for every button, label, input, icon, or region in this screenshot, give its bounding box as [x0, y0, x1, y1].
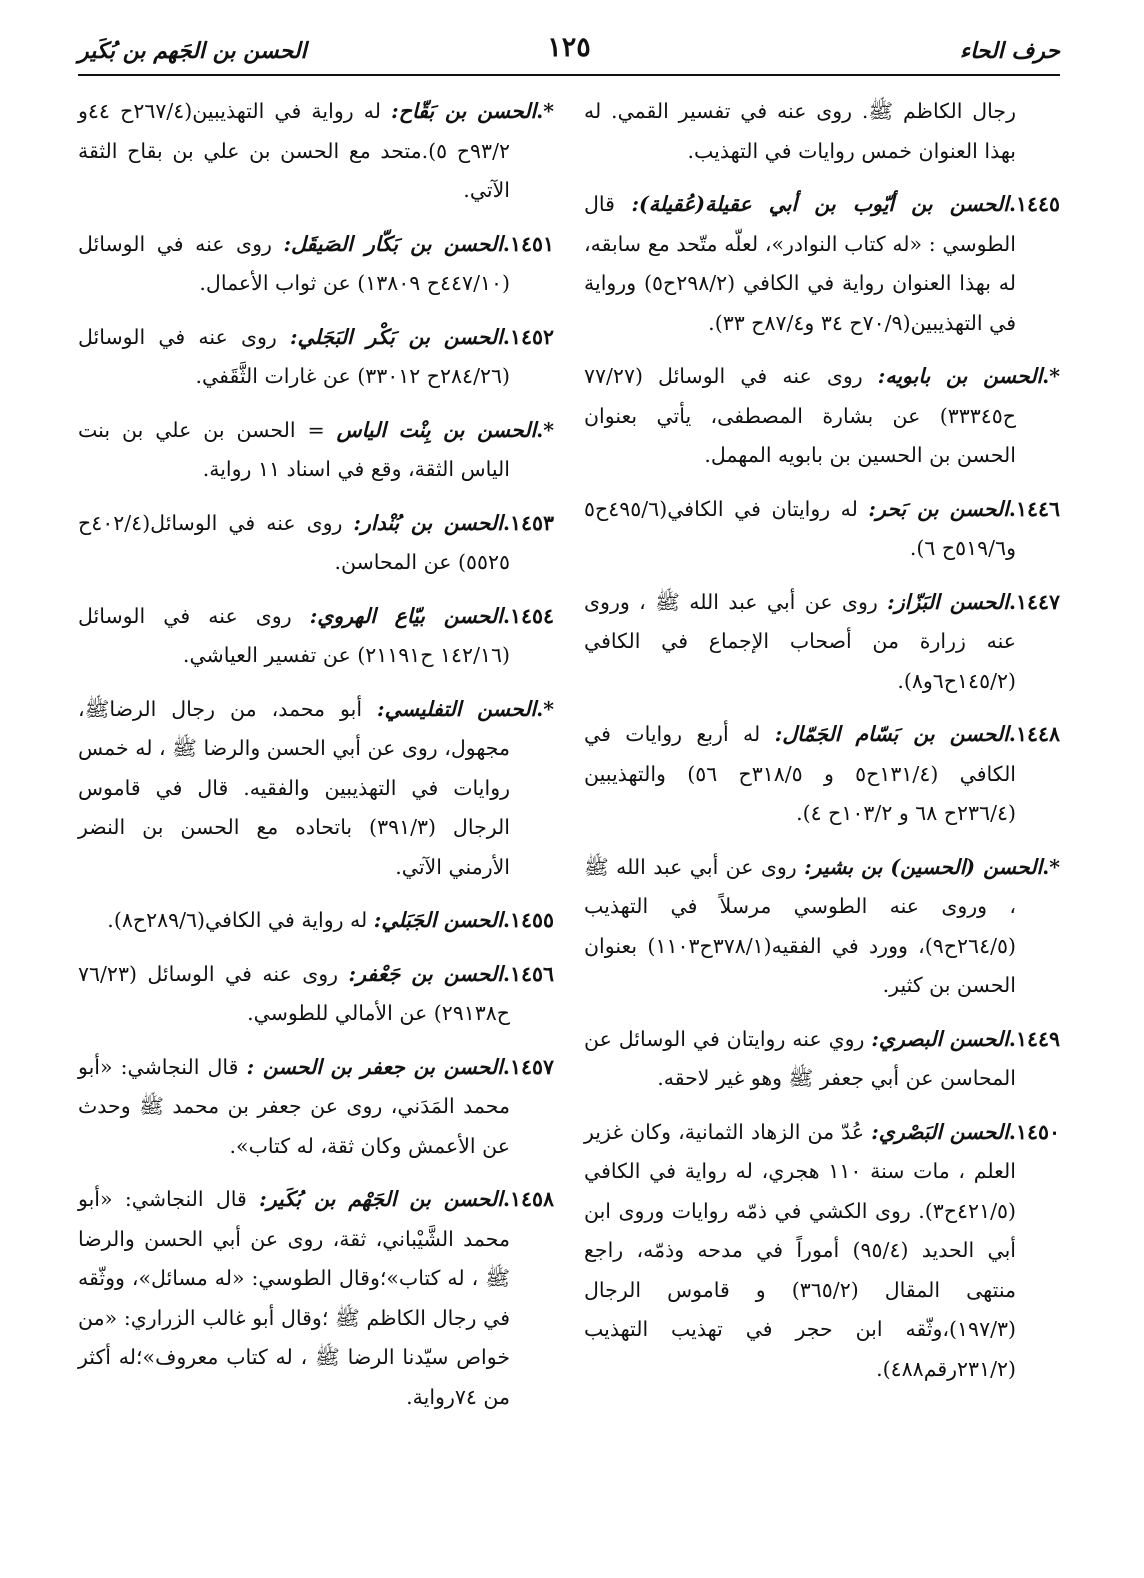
- entry: [584, 715, 1060, 834]
- page-number: ١٢٥: [547, 32, 591, 63]
- entry: [584, 848, 1060, 1006]
- entry-text: روى عنه في الوسائل (٢٨٤/٢٦ح ٣٣٠١٢) عن غارات الثَّقَفي.: [78, 324, 510, 388]
- entry-number: ١٤٥١.: [502, 231, 554, 256]
- entry-text: له أربع روايات في الكافي (١٣١/٤ح٥ و ٣١٨/٥ح ٥٦) والتهذيبين (٢٣٦/٤ح ٦٨ و ١٠٣/٢ح ٤).: [584, 722, 1017, 825]
- entry-number: ١٤٥٥.: [502, 908, 554, 932]
- entry: [78, 92, 554, 211]
- entry: [78, 690, 554, 888]
- right-column: [584, 92, 1060, 1403]
- entry-text: روى عن أبي عبد الله ﷺ ، وروى عنه زرارة من أصحاب الإجماع في الكافي (١٤٥/٢ح٦و٨).: [584, 589, 1016, 693]
- entry-number: ١٤٥٠.: [1008, 1119, 1060, 1144]
- entry-text: أبو محمد، من رجال الرضاﷺ، مجهول، روى عن أبي الحسن والرضا ﷺ ، له خمس روايات في التهذيبين والفقيه. قال في قاموس الرجال (٣٩١/٣) باتحاده مع الحسن بن النضر الأرمني الآتي.: [78, 696, 510, 879]
- entry-number: *.: [536, 99, 555, 123]
- entry-number: ١٤٤٥.: [1008, 192, 1060, 216]
- entry-number: *.: [1042, 364, 1060, 388]
- entry: [584, 583, 1060, 702]
- entry: [78, 225, 554, 304]
- entry-text: = الحسن بن علي بن بنت الياس الثقة، وقع في اسناد ١١ رواية.: [78, 417, 510, 481]
- entry-name: الحسن (الحسين) بن بشير:: [804, 854, 1043, 879]
- entry: [584, 490, 1060, 569]
- entry-name: الحسن البَزّاز:: [887, 589, 1009, 614]
- entry-number: ١٤٤٩.: [1008, 1026, 1060, 1051]
- entry: [78, 411, 554, 490]
- entry-name: الحسن بن بُنْدار:: [353, 510, 503, 535]
- entry: [78, 504, 554, 583]
- entry-number: *.: [536, 417, 555, 442]
- entry-number: ١٤٤٧.: [1008, 589, 1061, 614]
- entry-text: روى عنه في الوسائل (٧٦/٢٣ ح٢٩١٣٨) عن الأمالي للطوسي.: [78, 961, 510, 1025]
- entry-number: ١٤٤٦.: [1008, 496, 1060, 521]
- entry-text: له روايتان في الكافي(٤٩٥/٦ح٥ و٥١٩/٦ح ٦).: [584, 496, 1016, 560]
- entry-text: روى عنه في الوسائل (٧٧/٢٧ ح٣٣٣٤٥) عن بشارة المصطفى، يأتي بعنوان الحسن بن الحسين بن بابويه المهمل.: [584, 364, 1016, 467]
- entry-name: الحسن بن أيّوب بن أبي عقيلة(عُقيلة):: [631, 192, 1009, 216]
- entry-name: الحسن بن جعفر بن الحسن :: [246, 1054, 503, 1079]
- entry-name: الحسن بن بَسّام الجَمّال:: [774, 722, 1009, 746]
- entry-name: الحسن بن بَكْر البَجَلي:: [289, 324, 503, 349]
- entry: [78, 597, 554, 676]
- entry-name: الحسن التفليسي:: [377, 696, 537, 721]
- entry-name: الحسن البَصْري:: [871, 1119, 1009, 1144]
- entry-text: قال الطوسي : «له كتاب النوادر»، لعلّه متّحد مع سابقه، له بهذا العنوان رواية في الكافي (٢٩٨/٢ح٥) ورواية في التهذيبين(٧٠/٩ح ٣٤ و٨٧/٤ح ٣٣).: [584, 192, 1016, 335]
- entry-number: ١٤٥٨.: [502, 1187, 554, 1211]
- entry: [584, 185, 1060, 343]
- entry-name: الحسن بن بَقّاح:: [391, 99, 537, 123]
- entry-name: الحسن البصري:: [871, 1026, 1009, 1051]
- entry-number: *.: [536, 696, 554, 721]
- entry: [78, 1048, 554, 1167]
- entry-number: ١٤٤٨.: [1008, 722, 1060, 746]
- entry-number: *.: [1042, 854, 1061, 879]
- entry: [78, 901, 554, 941]
- entry-text: قال النجاشي: «أبو محمد الشَّيْباني، ثقة، روى عن أبي الحسن والرضا ﷺ ، له كتاب»؛وقال الطوسي: «له مسائل»، ووثّقه في رجال الكاظم ﷺ ؛وقال أبو غالب الزراري: «من خواص سيّدنا الرضا ﷺ ، له كتاب معروف»؛له أكثر من ٧٤رواية.: [78, 1187, 510, 1409]
- entry-name: الحسن بن بِنْت الياس: [336, 417, 537, 442]
- entry-name: الحسن الجَبَلي:: [373, 908, 503, 932]
- entry-name: الحسن بن بَكّار الصَيقَل:: [283, 231, 503, 256]
- entry-text: روى عنه في الوسائل(٤٠٢/٤ح ٥٥٢٥) عن المحاسن.: [78, 510, 510, 574]
- entry-text: روى عن أبي عبد الله ﷺ ، وروى عنه الطوسي مرسلاً في التهذيب (٢٦٤/٥ح٩)، وورد في الفقيه(٣٧٨/١ح١١٠٣) بعنوان الحسن بن كثير.: [584, 854, 1016, 997]
- entry: [78, 1180, 554, 1417]
- entry-text: قال النجاشي: «أبو محمد المَدَني، روى عن جعفر بن محمد ﷺ وحدث عن الأعمش وكان ثقة، له كتاب».: [78, 1054, 510, 1158]
- entry-text: روى عنه في الوسائل (٤٤٧/١٠ح ١٣٨٠٩) عن ثواب الأعمال.: [78, 231, 510, 295]
- entry-number: ١٤٥٣.: [502, 510, 554, 535]
- entry-text: له رواية في الكافي(٢٨٩/٦ح٨).: [107, 908, 374, 932]
- entry: [584, 357, 1060, 476]
- entry-number: ١٤٥٦.: [502, 961, 555, 986]
- entry-name: الحسن بيّاع الهروي:: [309, 603, 503, 628]
- entry: [584, 92, 1060, 171]
- entry-name: الحسن بن بَحر:: [868, 496, 1009, 521]
- entry-text: روى عنه في الوسائل (١٤٢/١٦ ح٢١١٩١) عن تفسير العياشي.: [78, 603, 510, 667]
- entry-number: ١٤٥٧.: [502, 1054, 554, 1079]
- entry-text: روي عنه روايتان في الوسائل عن المحاسن عن أبي جعفر ﷺ وهو غير لاحقه.: [584, 1026, 1016, 1090]
- entry: [78, 955, 554, 1034]
- entry-text: عُدّ من الزهاد الثمانية، وكان غزير العلم ، مات سنة ١١٠ هجري، له رواية في الكافي (٤٢١/٥ح٣). روى الكشي في ذمّه روايات وروى ابن أبي الحديد (٩٥/٤) أموراً في مدحه وذمّه، راجع منتهى المقال (٣٦٥/٢) و قاموس الرجال (١٩٧/٣)،وثّقه ابن حجر في تهذيب التهذيب (٢٣١/٢رقم٤٨٨).: [584, 1119, 1017, 1381]
- entry-name: الحسن بن بابويه:: [877, 364, 1043, 388]
- running-head: الحسن بن الجَهم بن بُكَير: [78, 38, 307, 64]
- page-header: [78, 30, 1060, 76]
- entry-number: ١٤٥٤.: [502, 603, 554, 628]
- entry-name: الحسن بن الجَهْم بن بُكَير:: [259, 1187, 503, 1211]
- entry: [584, 1020, 1060, 1099]
- chapter-title: حرف الحاء: [959, 38, 1060, 64]
- entry: [584, 1113, 1060, 1390]
- entry-text: رجال الكاظم ﷺ. روى عنه في تفسير القمي. له بهذا العنوان خمس روايات في التهذيب.: [584, 99, 1016, 163]
- entry-number: ١٤٥٢.: [502, 324, 554, 349]
- entry-text: له رواية في التهذيبين(٢٦٧/٤ح ٤٤و ٩٣/٢ح ٥).متحد مع الحسن بن علي بن بقاح الثقة الآتي.: [78, 99, 510, 202]
- entry-name: الحسن بن جَعْفر:: [348, 961, 503, 986]
- entry: [78, 318, 554, 397]
- left-column: [78, 92, 554, 1431]
